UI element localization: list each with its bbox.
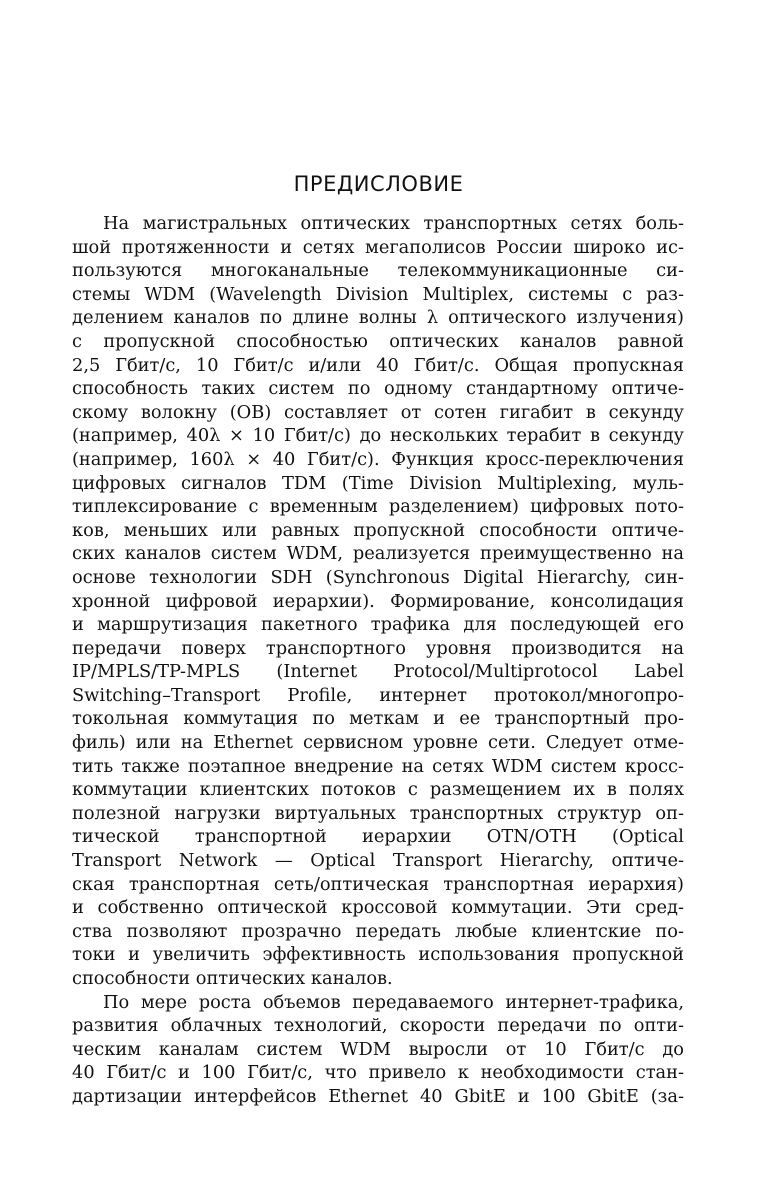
text-line: основе технологии SDH (Synchronous Digital Hierarchy, син- bbox=[72, 566, 684, 588]
text-line: ская транспортная сеть/оптическая транспортная иерархия) bbox=[72, 873, 684, 895]
text-line: скому волокну (ОВ) составляет от сотен гигабит в секунду bbox=[72, 401, 684, 423]
text-line: Switching–Transport Profile, интернет протокол/многопро- bbox=[72, 684, 684, 706]
text-line: На магистральных оптических транспортных сетях боль- bbox=[103, 213, 684, 234]
body-text bbox=[72, 212, 684, 1109]
text-line: передачи поверх транспортного уровня производится на bbox=[72, 637, 684, 659]
text-line: IP/MPLS/TP-MPLS (Internet Protocol/Multiprotocol Label bbox=[72, 661, 684, 683]
text-line: токи и увеличить эффективность использования пропускной bbox=[72, 944, 684, 966]
text-line: развития облачных технологий, скорости передачи по опти- bbox=[72, 1015, 684, 1037]
text-line: типлексирование с временным разделением) цифровых пото- bbox=[72, 496, 684, 518]
text-line: Transport Network — Optical Transport Hierarchy, оптиче- bbox=[72, 850, 684, 872]
text-line: филь) или на Ethernet сервисном уровне сети. Следует отме- bbox=[72, 732, 684, 754]
text-line: 40 Гбит/с и 100 Гбит/с, что привело к необходимости стан- bbox=[72, 1062, 684, 1084]
text-line: и собственно оптической кроссовой коммутации. Эти сред- bbox=[72, 897, 684, 919]
text-line: (например, 40λ × 10 Гбит/с) до нескольких терабит в секунду bbox=[72, 425, 684, 447]
text-line: цифровых сигналов TDM (Time Division Multiplexing, муль- bbox=[72, 472, 684, 494]
text-line: способность таких систем по одному стандартному оптиче- bbox=[72, 378, 684, 400]
text-line: ства позволяют прозрачно передать любые клиентские по- bbox=[72, 920, 684, 942]
text-line: с пропускной способностью оптических каналов равной bbox=[72, 330, 684, 352]
text-line: По мере роста объемов передаваемого интернет-трафика, bbox=[103, 991, 684, 1013]
text-line: (например, 160λ × 40 Гбит/с). Функция кросс-переключения bbox=[72, 448, 684, 470]
text-line: полезной нагрузки виртуальных транспортных структур оп- bbox=[72, 802, 684, 824]
text-line: хронной цифровой иерархии). Формирование, консолидация bbox=[72, 590, 684, 612]
text-line: пользуются многоканальные телекоммуникационные си- bbox=[72, 260, 684, 282]
text-line: ков, меньших или равных пропускной способности оптиче- bbox=[72, 519, 684, 541]
text-line: способности оптических каналов. bbox=[72, 968, 393, 989]
text-line: стемы WDM (Wavelength Division Multiplex, системы с раз- bbox=[72, 283, 684, 305]
text-line: шой протяженности и сетях мегаполисов России широко ис- bbox=[72, 236, 684, 258]
text-line: 2,5 Гбит/с, 10 Гбит/с и/или 40 Гбит/с. Общая пропускная bbox=[72, 354, 684, 376]
text-line: ческим каналам систем WDM выросли от 10 Гбит/с до bbox=[72, 1038, 684, 1060]
text-line: и маршрутизация пакетного трафика для последующей его bbox=[72, 614, 684, 636]
text-line: токольная коммутация по меткам и ее транспортный про- bbox=[72, 708, 684, 730]
text-line: тической транспортной иерархии OTN/OTH (Optical bbox=[72, 826, 684, 848]
text-line: ских каналов систем WDM, реализуется преимущественно на bbox=[72, 543, 684, 565]
paragraph bbox=[72, 212, 684, 991]
paragraph bbox=[72, 991, 684, 1109]
text-line: тить также поэтапное внедрение на сетях WDM систем кросс- bbox=[72, 755, 684, 777]
page-title: ПРЕДИСЛОВИЕ bbox=[293, 172, 464, 196]
text-line: коммутации клиентских потоков с размещением их в полях bbox=[72, 779, 684, 801]
text-line: делением каналов по длине волны λ оптического излучения) bbox=[72, 307, 684, 329]
text-line: дартизации интерфейсов Ethernet 40 GbitE и 100 GbitE (за- bbox=[72, 1085, 684, 1107]
